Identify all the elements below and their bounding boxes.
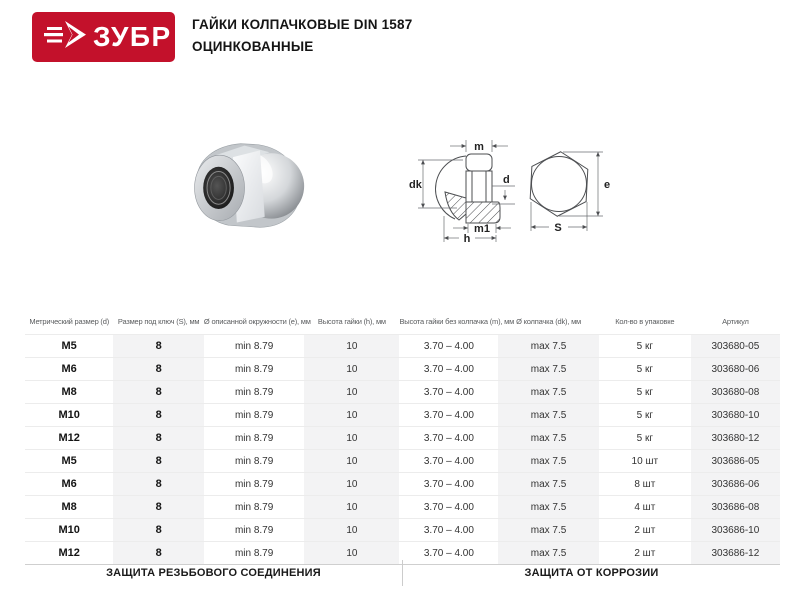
- table-cell: 5 кг: [636, 432, 653, 444]
- table-cell: 303680-10: [691, 404, 780, 426]
- table-cell: 303686-10: [691, 519, 780, 541]
- column-header: Кол-во в упаковке: [615, 316, 675, 326]
- table-cell: 3.70 – 4.00: [423, 409, 474, 421]
- table-cell: 303686-05: [691, 450, 780, 472]
- column-header: Высота гайки без колпачка (m), мм: [399, 316, 515, 326]
- column-header: Высота гайки (h), мм: [317, 316, 386, 326]
- table-cell: max 7.5: [498, 358, 598, 380]
- table-cell: 10: [304, 496, 399, 518]
- table-cell: 8: [113, 542, 204, 564]
- table-cell: 8: [113, 404, 204, 426]
- table-cell: min 8.79: [234, 501, 274, 513]
- table-cell: 3.70 – 4.00: [423, 455, 474, 467]
- table-cell: M10: [58, 409, 80, 421]
- table-cell: M12: [58, 547, 80, 559]
- table-cell: 10: [304, 381, 399, 403]
- footer-feature-corrosion-protection: ЗАЩИТА ОТ КОРРОЗИИ: [524, 567, 659, 579]
- table-cell: M6: [61, 478, 77, 490]
- zubr-arrow-icon: [44, 18, 88, 57]
- table-cell: M8: [61, 501, 77, 513]
- table-cell: M10: [58, 524, 80, 536]
- table-cell: 10: [304, 427, 399, 449]
- table-cell: 8: [113, 496, 204, 518]
- table-cell: 3.70 – 4.00: [423, 478, 474, 490]
- table-cell: max 7.5: [498, 473, 598, 495]
- table-cell: max 7.5: [498, 496, 598, 518]
- table-row: [25, 449, 780, 472]
- table-cell: max 7.5: [498, 450, 598, 472]
- table-cell: 4 шт: [634, 501, 656, 513]
- product-title: ГАЙКИ КОЛПАЧКОВЫЕ DIN 1587: [192, 17, 413, 32]
- table-cell: 303680-05: [691, 335, 780, 357]
- footer-feature-thread-protection: ЗАЩИТА РЕЗЬБОВОГО СОЕДИНЕНИЯ: [106, 567, 321, 579]
- page-title: [192, 17, 412, 54]
- product-subtitle: ОЦИНКОВАННЫЕ: [192, 39, 314, 54]
- table-cell: 10: [304, 450, 399, 472]
- table-cell: 5 кг: [636, 340, 653, 352]
- table-cell: M12: [58, 432, 80, 444]
- table-cell: M8: [61, 386, 77, 398]
- table-cell: 8: [113, 519, 204, 541]
- table-cell: 8: [113, 473, 204, 495]
- brand-name: ЗУБР: [93, 21, 172, 52]
- dim-label-m1: m1: [474, 223, 490, 235]
- table-cell: 10: [304, 358, 399, 380]
- table-cell: min 8.79: [234, 547, 274, 559]
- table-cell: min 8.79: [234, 386, 274, 398]
- table-cell: 8: [113, 358, 204, 380]
- table-cell: 5 кг: [636, 409, 653, 421]
- dim-label-d: d: [503, 174, 510, 186]
- table-row: [25, 472, 780, 495]
- column-header: Ø колпачка (dk), мм: [516, 316, 582, 326]
- table-cell: 3.70 – 4.00: [423, 524, 474, 536]
- table-cell: 10: [304, 519, 399, 541]
- dim-label-m: m: [474, 141, 484, 153]
- table-body: [25, 334, 780, 565]
- table-cell: M6: [61, 363, 77, 375]
- column-header: Метрический размер (d): [29, 316, 109, 326]
- table-cell: 303680-12: [691, 427, 780, 449]
- dim-label-dk: dk: [409, 179, 422, 191]
- table-cell: 303686-08: [691, 496, 780, 518]
- table-cell: 303680-08: [691, 381, 780, 403]
- technical-drawing: [403, 120, 618, 255]
- column-header: Размер под ключ (S), мм: [117, 316, 200, 326]
- table-cell: 10: [304, 542, 399, 564]
- table-cell: 2 шт: [634, 524, 656, 536]
- table-cell: min 8.79: [234, 455, 274, 467]
- table-row: [25, 495, 780, 518]
- table-cell: max 7.5: [498, 427, 598, 449]
- table-cell: 3.70 – 4.00: [423, 386, 474, 398]
- footer: [25, 560, 780, 586]
- table-cell: 10: [304, 473, 399, 495]
- table-row: [25, 518, 780, 541]
- table-cell: max 7.5: [498, 335, 598, 357]
- dim-label-S: S: [554, 222, 562, 234]
- table-cell: 303686-06: [691, 473, 780, 495]
- dim-label-e: e: [604, 179, 611, 191]
- dim-label-h: h: [463, 233, 471, 245]
- table-cell: 8: [113, 381, 204, 403]
- table-row: [25, 334, 780, 357]
- table-cell: max 7.5: [498, 542, 598, 564]
- table-row: [25, 426, 780, 449]
- table-cell: 5 кг: [636, 363, 653, 375]
- table-cell: 8: [113, 335, 204, 357]
- table-cell: max 7.5: [498, 404, 598, 426]
- table-cell: max 7.5: [498, 519, 598, 541]
- table-cell: 2 шт: [634, 547, 656, 559]
- table-cell: 5 кг: [636, 386, 653, 398]
- table-cell: min 8.79: [234, 363, 274, 375]
- table-row: [25, 357, 780, 380]
- table-cell: 8: [113, 427, 204, 449]
- table-cell: M5: [61, 455, 77, 467]
- table-header-row: [25, 308, 780, 334]
- table-cell: 10: [304, 404, 399, 426]
- column-header: Артикул: [722, 316, 749, 326]
- table-cell: 3.70 – 4.00: [423, 547, 474, 559]
- brand-logo: [32, 12, 175, 62]
- table-cell: min 8.79: [234, 340, 274, 352]
- table-cell: 3.70 – 4.00: [423, 432, 474, 444]
- table-cell: 303680-06: [691, 358, 780, 380]
- table-cell: max 7.5: [498, 381, 598, 403]
- table-cell: min 8.79: [234, 478, 274, 490]
- product-photo: [183, 132, 308, 243]
- table-cell: min 8.79: [234, 432, 274, 444]
- table-cell: 8: [113, 450, 204, 472]
- table-cell: min 8.79: [234, 524, 274, 536]
- table-cell: 10: [304, 335, 399, 357]
- spec-table: [25, 308, 780, 565]
- table-cell: 303686-12: [691, 542, 780, 564]
- table-cell: 3.70 – 4.00: [423, 340, 474, 352]
- table-cell: min 8.79: [234, 409, 274, 421]
- table-row: [25, 403, 780, 426]
- column-header: Ø описанной окружности (e), мм: [203, 316, 311, 326]
- table-cell: 3.70 – 4.00: [423, 501, 474, 513]
- table-cell: 3.70 – 4.00: [423, 363, 474, 375]
- table-row: [25, 380, 780, 403]
- table-cell: 8 шт: [634, 478, 656, 490]
- table-cell: M5: [61, 340, 77, 352]
- table-cell: 10 шт: [631, 455, 659, 467]
